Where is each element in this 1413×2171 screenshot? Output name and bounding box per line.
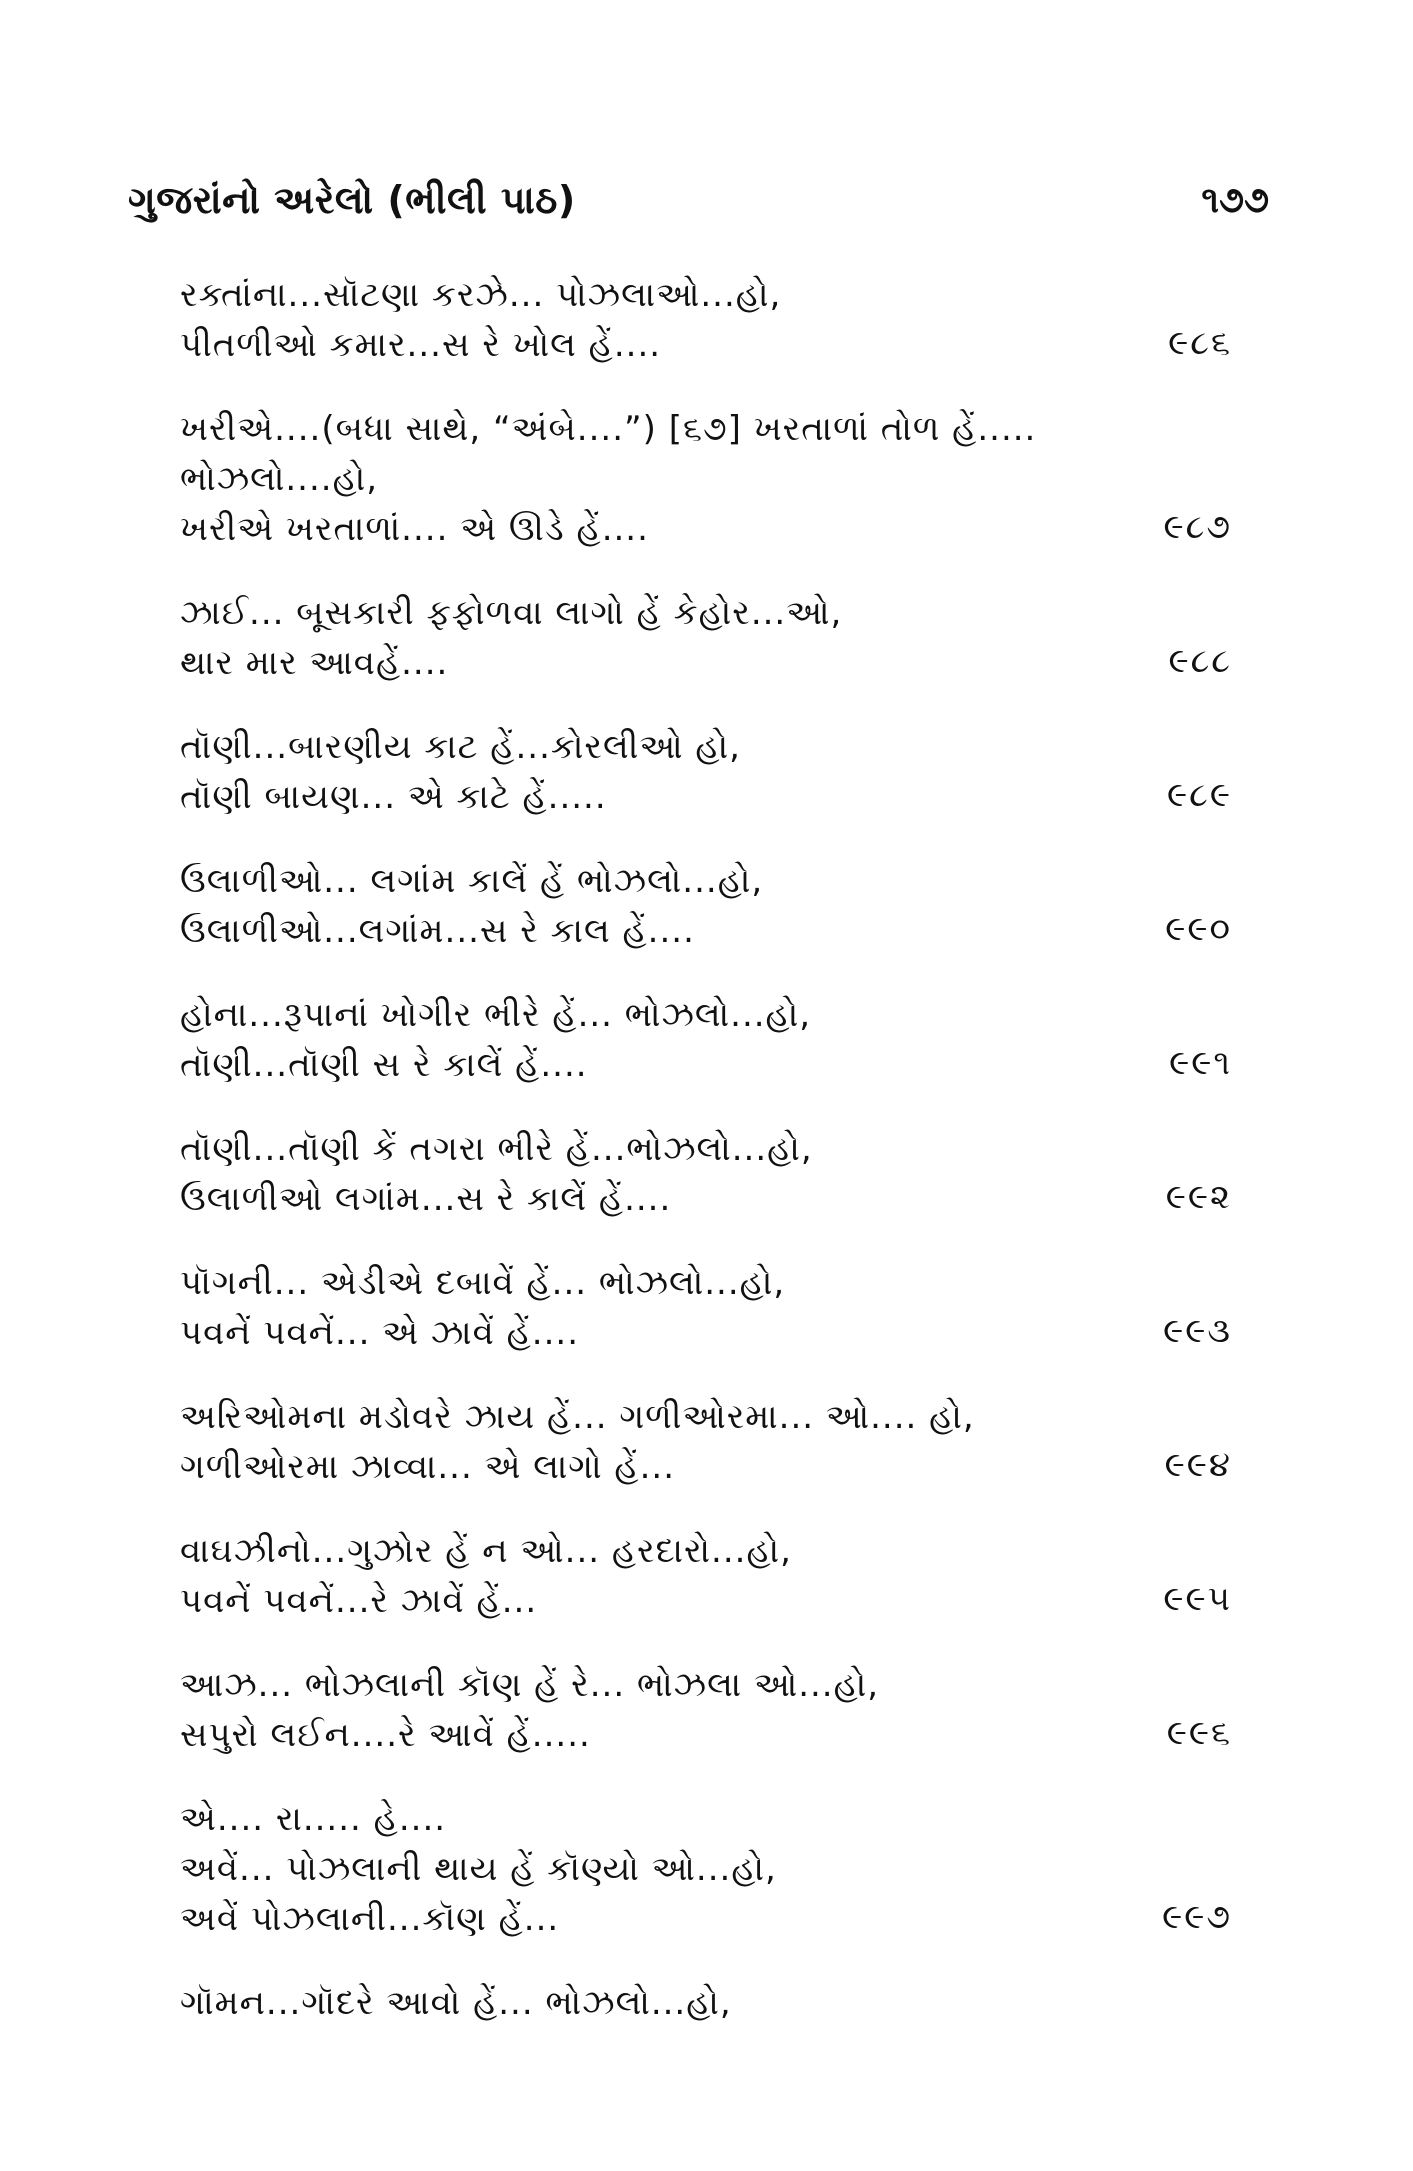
verse-number: ૯૯૩	[1163, 1311, 1232, 1351]
verse-stanza	[180, 404, 1232, 554]
verse-line: ઉલાળીઓ...લગાંમ...સ રે કાલ હેં....	[180, 911, 695, 951]
verse-line: ઉલાળીઓ... લગાંમ કાલેં હેં ભોઝલો...હો,	[180, 861, 764, 901]
verse-line: પવનેં પવનેં...રે ઝાવેં હેં...	[180, 1581, 538, 1621]
verse-line: હોના...રૂપાનાં ખોગીર ભીરે હેં... ભોઝલો...હો,	[180, 995, 812, 1035]
verse-line: તૉણી...બારણીય કાટ હેં...કોરલીઓ હો,	[180, 727, 741, 767]
verse-line: પવનેં પવનેં... એ ઝાવેં હેં....	[180, 1313, 580, 1353]
verse-stanza	[180, 1258, 1232, 1358]
verse-line: આઝ... ભોઝલાની કૉણ હેં રે... ભોઝલા ઓ...હો,	[180, 1665, 880, 1705]
verse-line: ભોઝલો....હો,	[180, 459, 379, 499]
verse-line: અવેં પોઝલાની...કૉણ હેં...	[180, 1899, 560, 1939]
verse-line: અરિઓમના મડોવરે ઝાય હેં... ગળીઓરમા... ઓ.... હો,	[180, 1397, 975, 1437]
verse-stanza	[180, 1526, 1232, 1626]
verse-line: ખરીએ ખરતાળાં.... એ ઊડે હેં....	[180, 509, 649, 549]
verse-number: ૯૮૮	[1168, 641, 1232, 681]
verse-line: એ.... રા..... હે....	[180, 1799, 447, 1839]
verse-line: રક્તાંના...સૉટણા કરઝે... પોઝલાઓ...હો,	[180, 275, 782, 315]
verse-number: ૯૮૯	[1167, 775, 1232, 815]
verse-line: ખરીએ....(બધા સાથે, “અંબે....”) [૬૭] ખરતાળાં તોળ હેં.....	[180, 409, 1037, 449]
verse-stanza	[180, 270, 1232, 370]
verse-number: ૯૯૨	[1165, 1177, 1232, 1217]
verse-line: સપુરો લઈન....રે આવેં હેં.....	[180, 1715, 591, 1755]
verse-line: ઝાઈ... બૂસકારી ફફોળવા લાગો હેં કેહોર...ઓ,	[180, 593, 843, 633]
verse-stanza	[180, 1978, 1232, 2028]
verse-line: ગળીઓરમા ઝાવ્વા... એ લાગો હેં...	[180, 1447, 676, 1487]
verse-number: ૯૮૬	[1168, 323, 1232, 363]
verse-number: ૯૮૭	[1163, 507, 1232, 547]
verse-line: અવેં... પોઝલાની થાય હેં કૉણ્યો ઓ...હો,	[180, 1849, 777, 1889]
verse-body	[180, 270, 1232, 2062]
page-number: ૧૭૭	[1201, 180, 1269, 221]
verse-number: ૯૯૫	[1163, 1579, 1232, 1619]
verse-stanza	[180, 1660, 1232, 1760]
running-head-title: ગુજરાંનો અરેલો (ભીલી પાઠ)	[128, 178, 576, 222]
verse-number: ૯૯૭	[1162, 1897, 1232, 1937]
verse-line: તૉણી બાયણ... એ કાટે હેં.....	[180, 777, 607, 817]
verse-line: તૉણી...તૉણી સ રે કાલેં હેં....	[180, 1045, 588, 1085]
verse-line: પૉગની... એડીએ દબાવેં હેં... ભોઝલો...હો,	[180, 1263, 786, 1303]
verse-stanza	[180, 722, 1232, 822]
verse-stanza	[180, 856, 1232, 956]
verse-line: થાર માર આવહેં....	[180, 643, 449, 683]
verse-number: ૯૯૬	[1166, 1713, 1232, 1753]
verse-stanza	[180, 990, 1232, 1090]
verse-line: તૉણી...તૉણી કેં તગરા ભીરે હેં...ભોઝલો...હો,	[180, 1129, 813, 1169]
verse-line: ગૉમન...ગૉદરે આવો હેં... ભોઝલો...હો,	[180, 1983, 732, 2023]
verse-stanza	[180, 1124, 1232, 1224]
verse-number: ૯૯૪	[1164, 1445, 1232, 1485]
verse-line: ઉલાળીઓ લગાંમ...સ રે કાલેં હેં....	[180, 1179, 672, 1219]
verse-number: ૯૯૦	[1165, 909, 1232, 949]
verse-stanza	[180, 1392, 1232, 1492]
verse-line: વાઘઝીનો...ગુઝોર હેં ન ઓ... હરદારો...હો,	[180, 1531, 792, 1571]
verse-line: પીતળીઓ કમાર...સ રે ખોલ હેં....	[180, 325, 662, 365]
verse-stanza	[180, 588, 1232, 688]
verse-number: ૯૯૧	[1169, 1043, 1232, 1083]
verse-stanza	[180, 1794, 1232, 1944]
